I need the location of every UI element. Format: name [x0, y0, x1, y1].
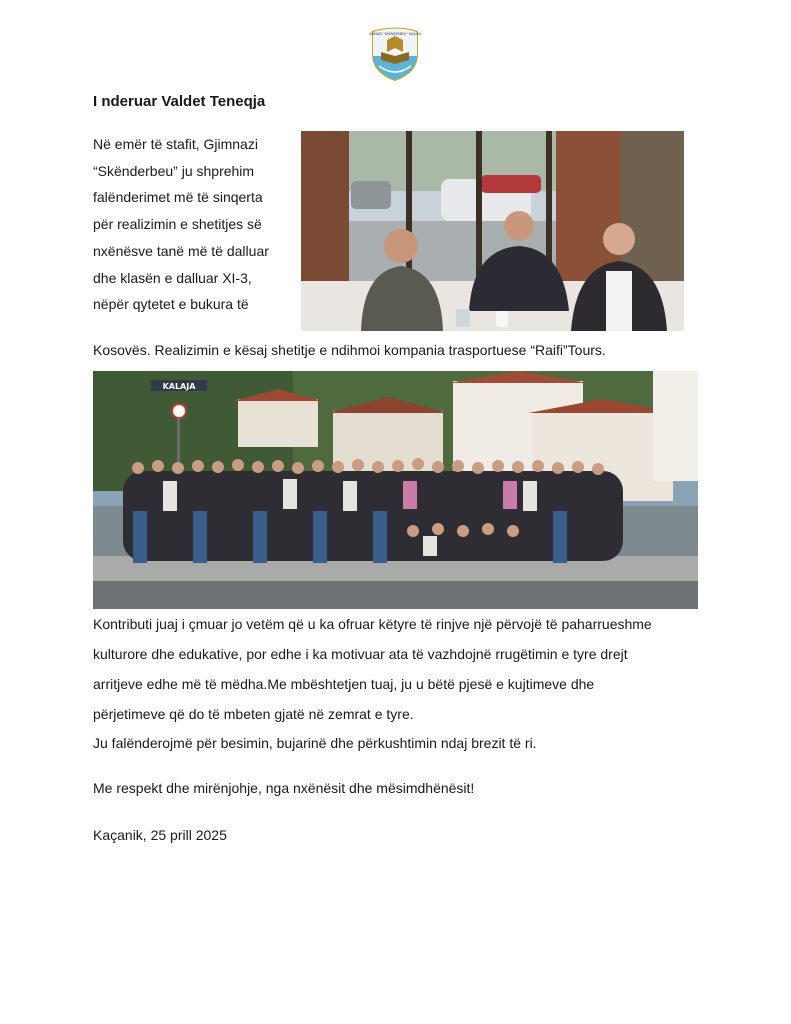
closing-line: Me respekt dhe mirënjohje, nga nxënësit dhe mësimdhënësit!: [93, 780, 475, 796]
intro-line: Në emër të stafit, Gjimnazi: [93, 136, 258, 152]
intro-line: për realizimin e shetitjes së: [93, 216, 262, 233]
body-paragraph: [93, 609, 703, 729]
logo-lettering: GJIMNAZI "SKËNDERBEU" KAÇANIK: [369, 32, 421, 36]
body-line: kulturore dhe edukative, por edhe i ka motivuar ata të vazhdojnë rrugëtimin e tyre drejt: [93, 646, 628, 662]
group-photo: [93, 371, 698, 609]
body-line: arritjeve edhe më të mëdha.Me mbështetjen tuaj, ju u bëtë pjesë e kujtimeve dhe: [93, 676, 595, 692]
staff-photo: [301, 131, 684, 331]
school-crest-icon: [369, 26, 421, 82]
intro-line: nxënësve tanë më të dalluar: [93, 242, 269, 259]
place-date: Kaçanik, 25 prill 2025: [93, 827, 227, 843]
intro-line: “Skënderbeu” ju shprehim: [93, 162, 255, 179]
staff-photo-illustration: [301, 131, 684, 331]
intro-paragraph: [93, 131, 298, 318]
intro-continuation: Kosovës. Realizimin e kësaj shetitje e ndihmoi kompania trasportuese “Raifi”Tours.: [93, 342, 606, 358]
greeting: I nderuar Valdet Teneqja: [93, 93, 266, 110]
thanks-line: Ju falënderojmë për besimin, bujarinë dhe përkushtimin ndaj brezit të ri.: [93, 735, 537, 751]
school-logo: [369, 26, 421, 82]
group-photo-illustration: [93, 371, 698, 609]
intro-line: nëpër qytetet e bukura të: [93, 296, 249, 313]
intro-line: falënderimet më të sinqerta: [93, 189, 263, 206]
body-line: përjetimeve që do të mbeten gjatë në zemrat e tyre.: [93, 706, 414, 722]
body-line: Kontributi juaj i çmuar jo vetëm që u ka ofruar këtyre të rinjve një përvojë të paharrueshme: [93, 616, 652, 632]
kalaja-sign: KALAJA: [162, 382, 196, 391]
intro-line: dhe klasën e dalluar XI-3,: [93, 269, 252, 286]
